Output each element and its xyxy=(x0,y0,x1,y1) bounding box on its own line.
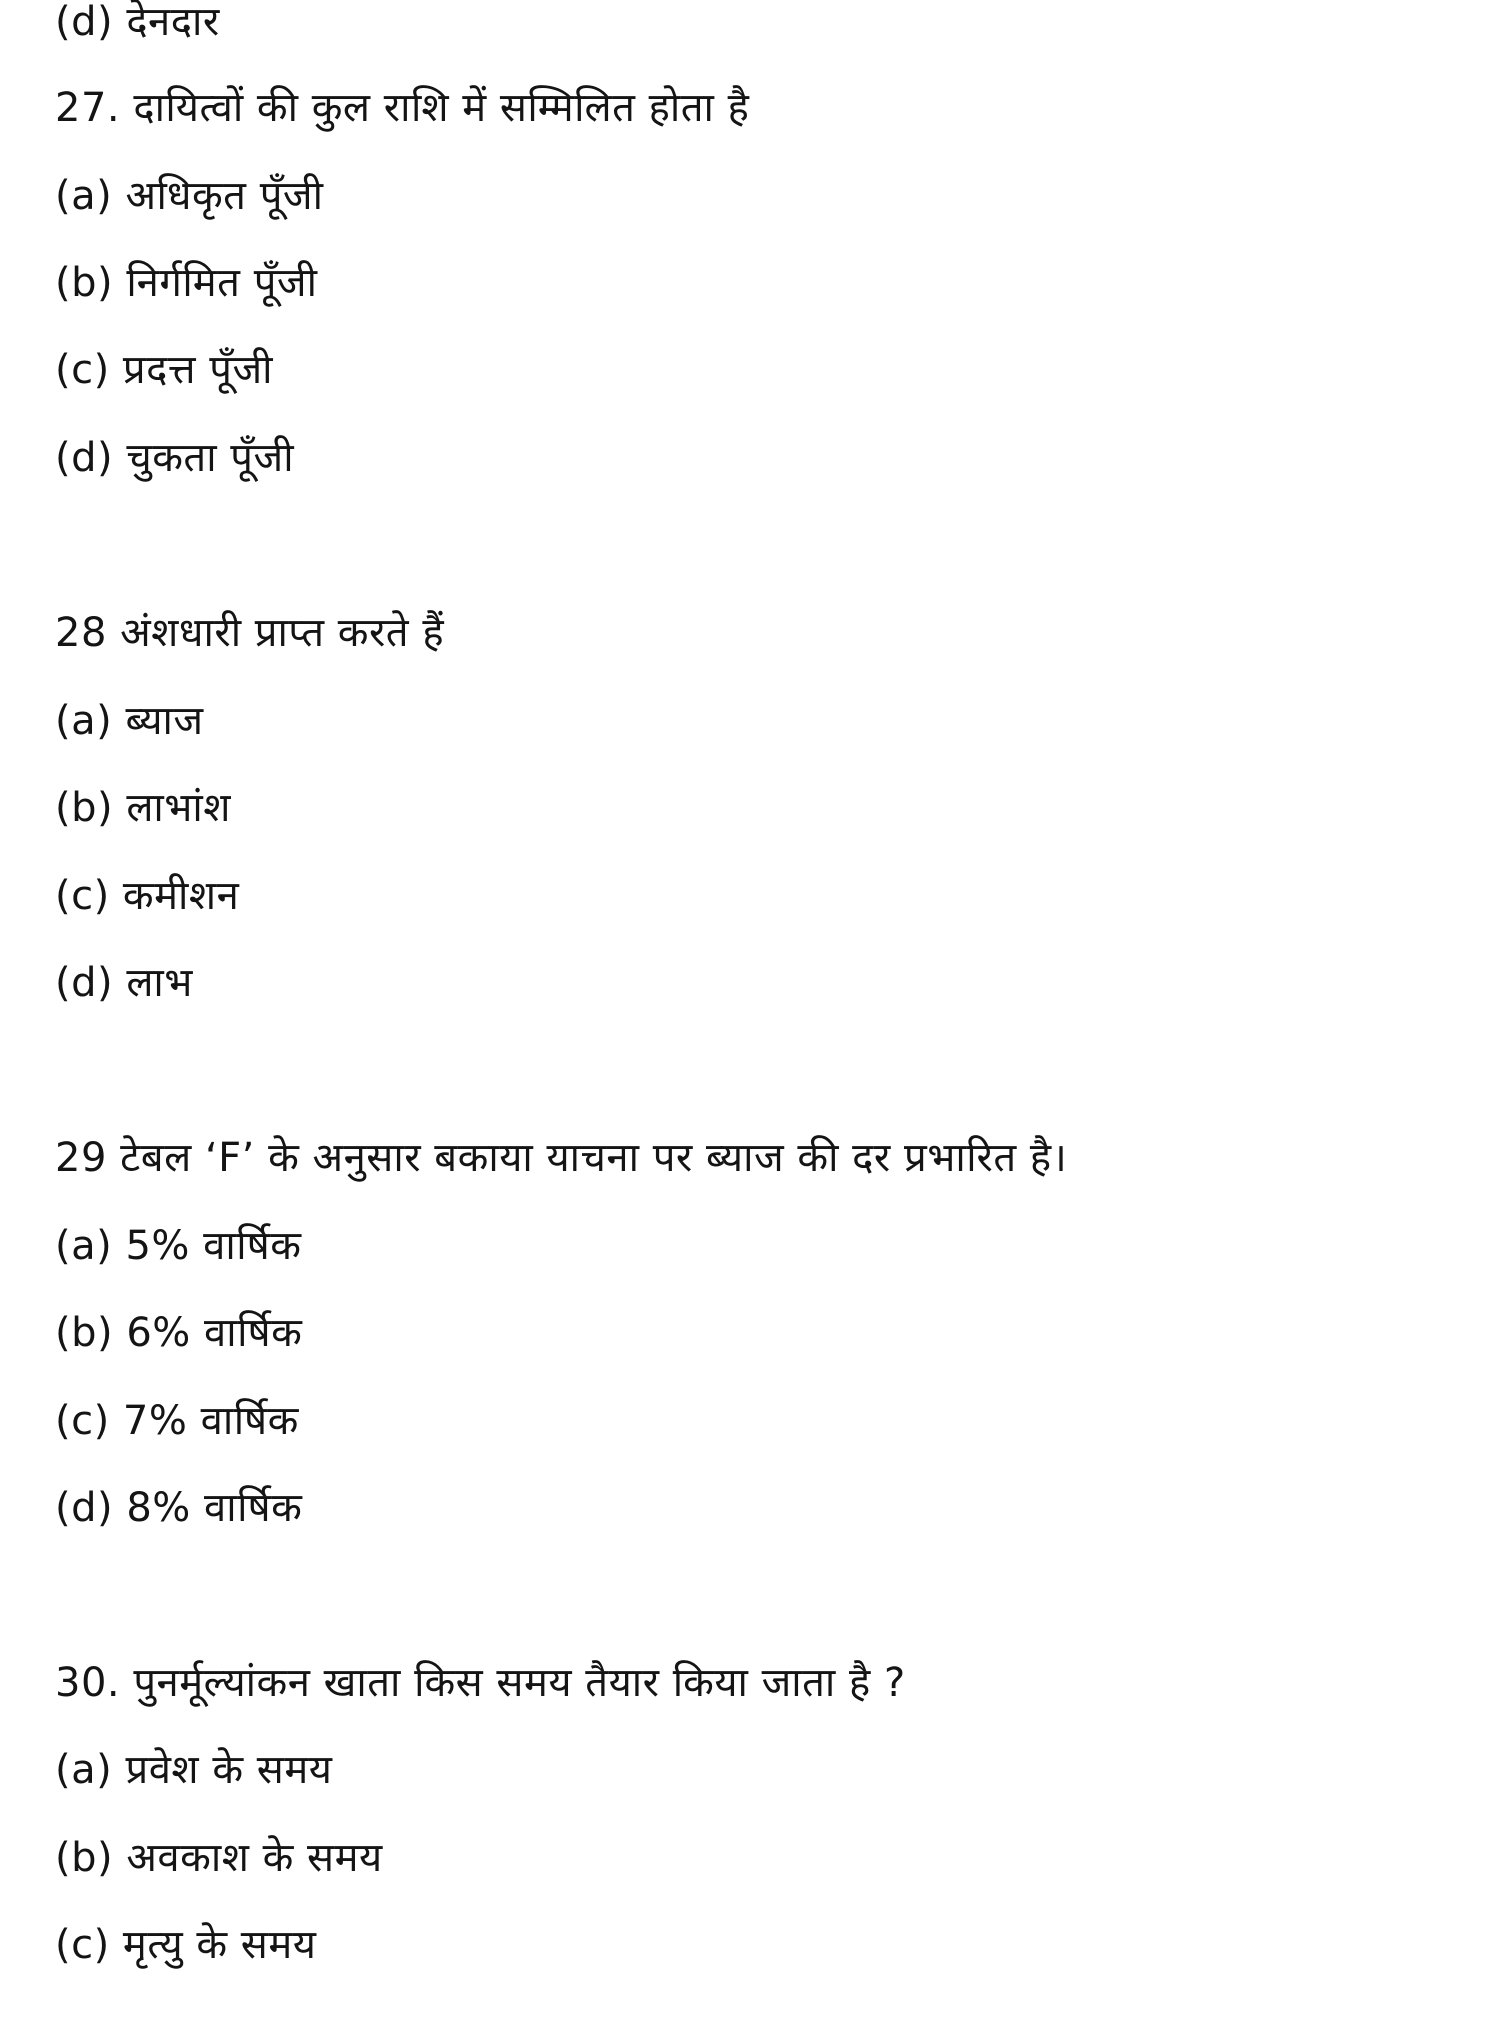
q28-option-a: (a) ब्याज xyxy=(55,698,204,744)
q28-option-c: (c) कमीशन xyxy=(55,873,240,919)
q30-option-c: (c) मृत्यु के समय xyxy=(55,1922,317,1968)
q27-option-a: (a) अधिकृत पूँजी xyxy=(55,173,324,219)
q29-option-c: (c) 7% वार्षिक xyxy=(55,1398,299,1444)
q29-option-b: (b) 6% वार्षिक xyxy=(55,1310,303,1356)
q27-option-d: (d) चुकता पूँजी xyxy=(55,435,295,481)
q27-option-b: (b) निर्गमित पूँजी xyxy=(55,260,318,306)
q27-option-c: (c) प्रदत्त पूँजी xyxy=(55,347,274,393)
q30-option-b: (b) अवकाश के समय xyxy=(55,1835,383,1881)
previous-option-d: (d) देनदार xyxy=(55,0,220,45)
question-29-text: 29 टेबल ‘F’ के अनुसार बकाया याचना पर ब्याज की दर प्रभारित है। xyxy=(55,1135,1068,1181)
question-30-text: 30. पुनर्मूल्यांकन खाता किस समय तैयार किया जाता है ? xyxy=(55,1660,906,1706)
question-28-text: 28 अंशधारी प्राप्त करते हैं xyxy=(55,610,445,656)
question-27-text: 27. दायित्वों की कुल राशि में सम्मिलित होता है xyxy=(55,85,750,131)
q29-option-a: (a) 5% वार्षिक xyxy=(55,1223,302,1269)
q28-option-d: (d) लाभ xyxy=(55,960,193,1006)
q28-option-b: (b) लाभांश xyxy=(55,785,231,831)
q29-option-d: (d) 8% वार्षिक xyxy=(55,1485,303,1531)
q30-option-a: (a) प्रवेश के समय xyxy=(55,1747,333,1793)
